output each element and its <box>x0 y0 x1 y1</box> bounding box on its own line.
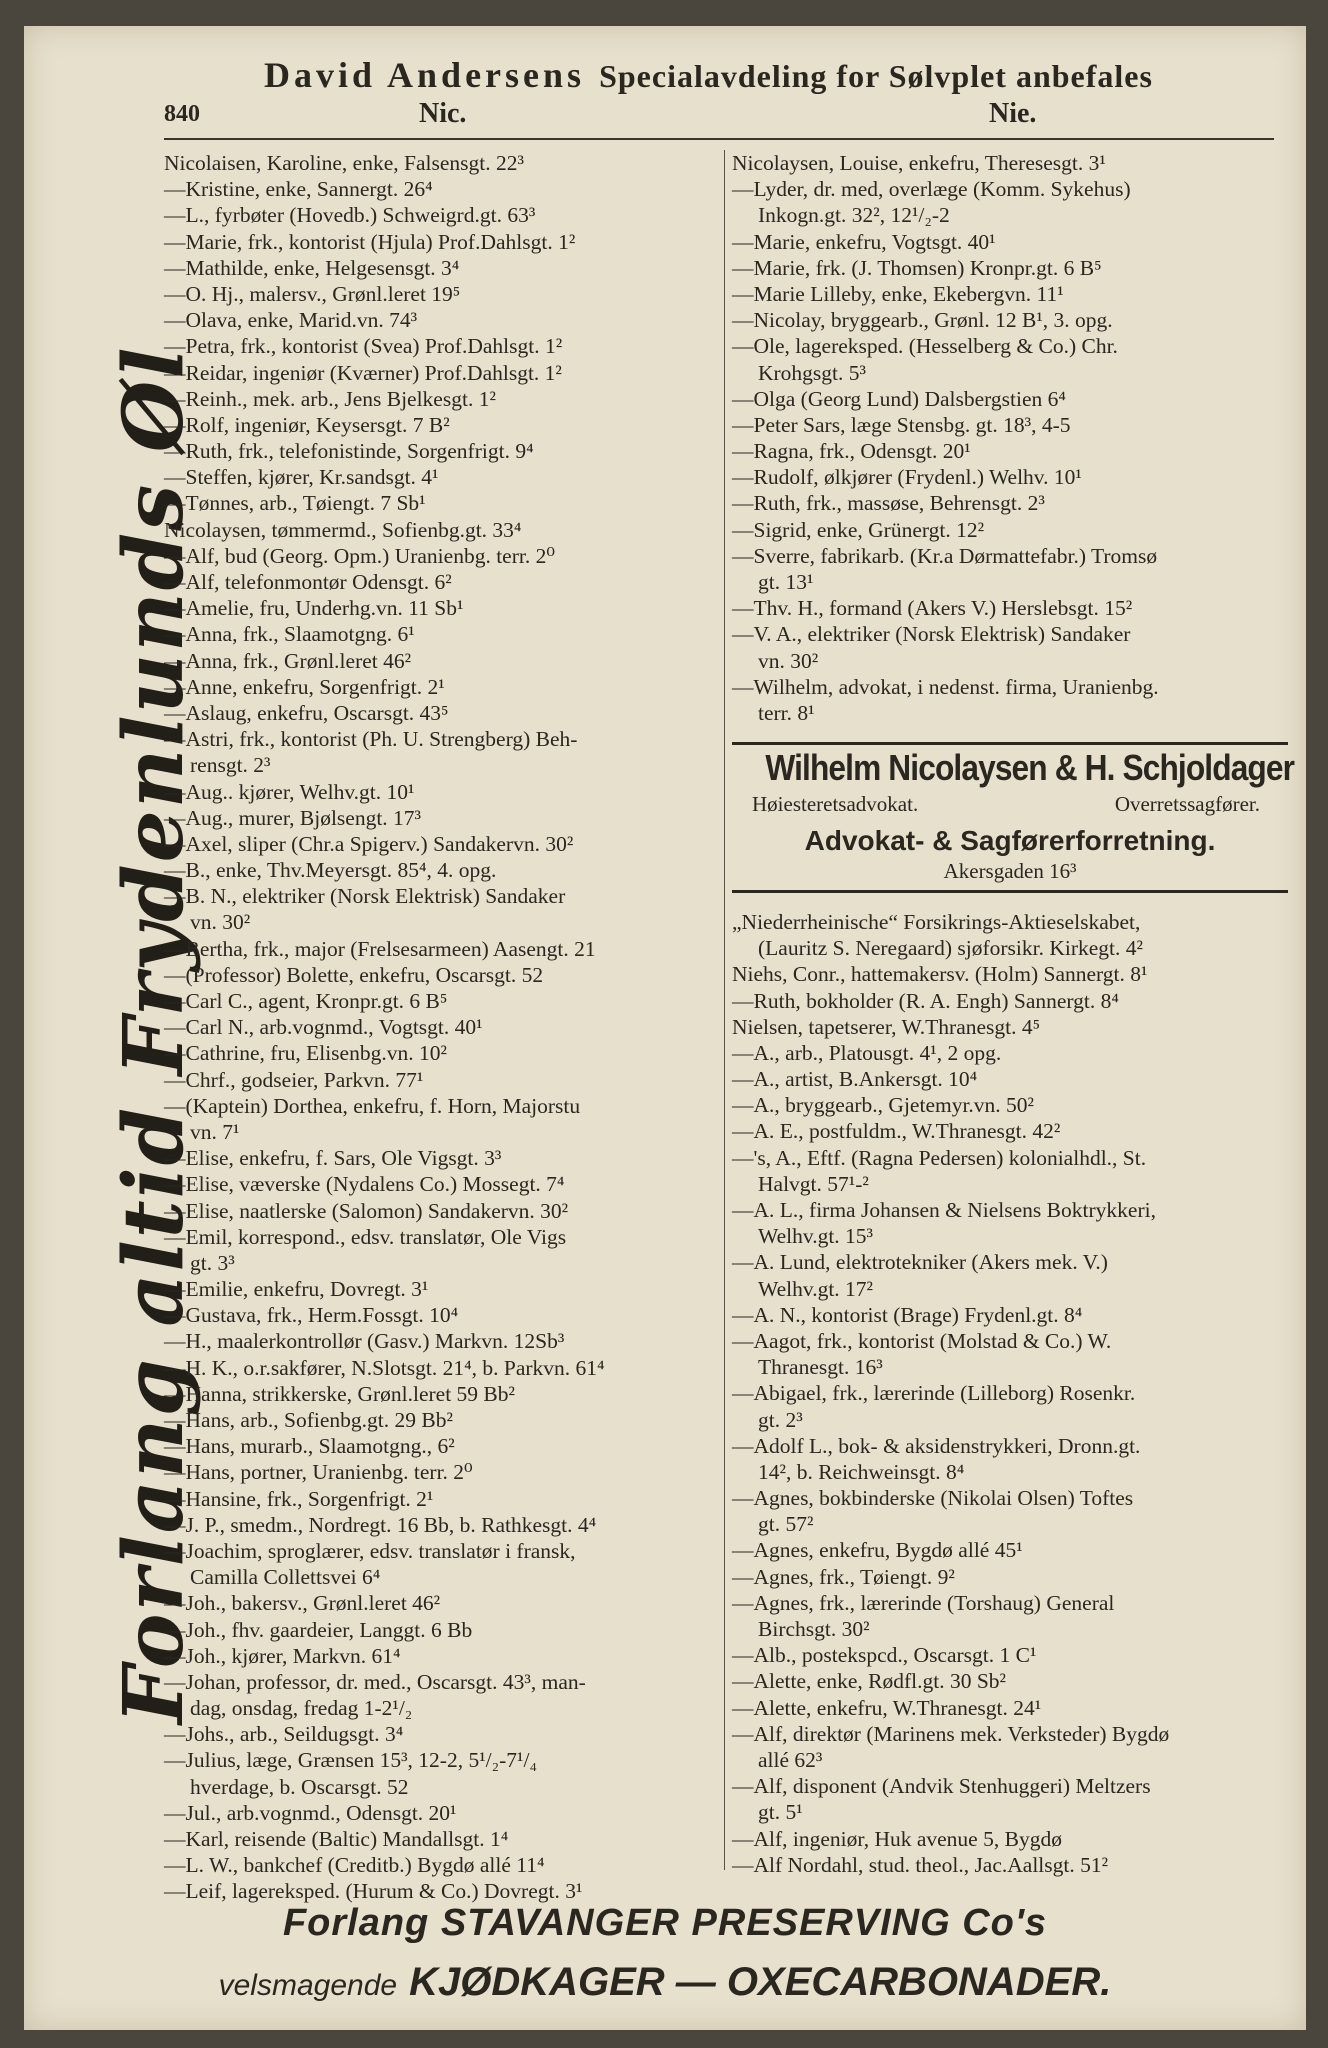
header-brand: David Andersens <box>264 55 586 95</box>
directory-entry: —Karl, reisende (Baltic) Mandallsgt. 1⁴ <box>164 1827 509 1851</box>
directory-entry: —Agnes, frk., Tøiengt. 9² <box>732 1564 955 1589</box>
directory-entry: —Olava, enke, Marid.vn. 74³ <box>164 308 418 333</box>
directory-entry: —Gustava, frk., Herm.Fossgt. 10⁴ <box>164 1303 459 1328</box>
directory-entry: —O. Hj., malersv., Grønl.leret 19⁵ <box>164 281 461 306</box>
directory-entry: —Hans, arb., Sofienbg.gt. 29 Bb² <box>164 1408 453 1432</box>
directory-entry: —(Kaptein) Dorthea, enkefru, f. Horn, Majorstu <box>164 1093 581 1118</box>
directory-entry: —Wilhelm, advokat, i nedenst. firma, Uranienbg. <box>732 674 1159 699</box>
directory-entry: —Alf, bud (Georg. Opm.) Uranienbg. terr. 2⁰ <box>164 543 555 568</box>
footer-advertisement-line2 <box>24 1960 1306 2005</box>
directory-entry: —Lyder, dr. med, overlæge (Komm. Sykehus) <box>732 177 1131 202</box>
directory-entry: —Petra, frk., kontorist (Svea) Prof.Dahlsgt. 1² <box>164 334 563 359</box>
directory-entry: Welhv.gt. 15³ <box>758 1224 873 1249</box>
directory-entry: —Hans, murarb., Slaamotgng., 6² <box>164 1434 455 1459</box>
directory-entry: Welhv.gt. 17² <box>758 1276 873 1301</box>
directory-entry: —Abigael, frk., lærerinde (Lilleborg) Rosenkr. <box>732 1381 1136 1406</box>
directory-entry: —J. P., smedm., Nordregt. 16 Bb, b. Rathkesgt. 4⁴ <box>164 1512 597 1537</box>
header-divider <box>164 138 1274 140</box>
ad-address: Akersgaden 16³ <box>943 858 1077 883</box>
directory-entry: Birchsgt. 30² <box>758 1617 870 1641</box>
directory-entry: —Tønnes, arb., Tøiengt. 7 Sb¹ <box>164 491 426 516</box>
directory-entry: —Johan, professor, dr. med., Oscarsgt. 43³, man- <box>164 1669 586 1694</box>
ad-titles <box>732 791 1288 817</box>
guide-word-right: Nie. <box>989 98 1037 129</box>
directory-entry: 14², b. Reichweinsgt. 8⁴ <box>758 1459 965 1484</box>
directory-entry: —A. E., postfuldm., W.Thranesgt. 42² <box>732 1119 1061 1144</box>
directory-entry: allé 62³ <box>758 1747 823 1772</box>
directory-entry: —Reidar, ingeniør (Kværner) Prof.Dahlsgt. 1² <box>164 360 562 385</box>
right-column-entries-bottom <box>732 909 1288 1878</box>
directory-entry: —Alette, enkefru, W.Thranesgt. 24¹ <box>732 1695 1042 1720</box>
directory-entry: —Axel, sliper (Chr.a Spigerv.) Sandakervn. 30² <box>164 831 574 856</box>
directory-entry: hverdage, b. Oscarsgt. 52 <box>190 1774 409 1799</box>
directory-entry: —Hansine, frk., Sorgenfrigt. 2¹ <box>164 1486 434 1511</box>
directory-entry: —Elise, væverske (Nydalens Co.) Mossegt. 7⁴ <box>164 1172 565 1197</box>
right-column-entries-top <box>732 150 1288 726</box>
law-firm-advertisement <box>732 726 1295 909</box>
guide-word-left: Nic. <box>419 98 467 129</box>
directory-entry: vn. 30² <box>758 648 819 673</box>
directory-entry: (Lauritz S. Neregaard) sjøforsikr. Kirkegt. 4² <box>758 936 1143 961</box>
directory-entry: —Marie, enkefru, Vogtsgt. 40¹ <box>732 229 996 254</box>
directory-entry: vn. 7¹ <box>190 1119 240 1144</box>
directory-entry: —Bertha, frk., major (Frelsesarmeen) Aasengt. 21 <box>164 936 596 961</box>
directory-entry: —Joh., bakersv., Grønl.leret 46² <box>164 1591 441 1616</box>
directory-entry: —Elise, naatlerske (Salomon) Sandakervn. 30² <box>164 1198 569 1223</box>
left-column-entries <box>164 150 730 1905</box>
right-column <box>724 150 1295 1878</box>
vertical-advertisement: Forlang altid Frydenlunds Øl <box>106 345 202 1724</box>
directory-entry: —Alf, direktør (Marinens mek. Verksteder) Bygdø <box>732 1721 1170 1746</box>
directory-entry: —Emil, korrespond., edsv. translatør, Ole Vigs <box>164 1224 567 1249</box>
page-number: 840 <box>164 101 200 127</box>
directory-entry: —Hans, portner, Uranienbg. terr. 2⁰ <box>164 1460 473 1485</box>
directory-entry: Krohgsgt. 5³ <box>758 360 866 385</box>
directory-entry: —Marie Lilleby, enke, Ekebergvn. 11¹ <box>732 281 1064 306</box>
directory-entry: —Nicolay, bryggearb., Grønl. 12 B¹, 3. opg. <box>732 308 1113 333</box>
directory-entry: —L., fyrbøter (Hovedb.) Schweigrd.gt. 63³ <box>164 203 536 228</box>
directory-entry: —Anna, frk., Slaamotgng. 6¹ <box>164 622 415 647</box>
directory-entry: —Elise, enkefru, f. Sars, Ole Vigsgt. 3³ <box>164 1146 502 1171</box>
directory-entry: rensgt. 2³ <box>190 753 271 778</box>
directory-entry: gt. 13¹ <box>758 570 814 594</box>
directory-entry: —Chrf., godseier, Parkvn. 77¹ <box>164 1067 424 1092</box>
directory-entry: —A., arb., Platousgt. 4¹, 2 opg. <box>732 1040 1002 1065</box>
directory-entry: —Sverre, fabrikarb. (Kr.a Dørmattefabr.) Tromsø <box>732 543 1158 568</box>
directory-entry: —Agnes, enkefru, Bygdø allé 45¹ <box>732 1538 1023 1563</box>
directory-entry: —Amelie, fru, Underhg.vn. 11 Sb¹ <box>164 596 464 621</box>
directory-entry: —Aagot, frk., kontorist (Molstad & Co.) W. <box>732 1328 1112 1353</box>
directory-entry: —Rudolf, ølkjører (Frydenl.) Welhv. 10¹ <box>732 465 1082 490</box>
directory-entry: —Mathilde, enke, Helgesensgt. 3⁴ <box>164 255 460 280</box>
directory-entry: —Joh., kjører, Markvn. 61⁴ <box>164 1643 401 1668</box>
directory-entry: —Alf Nordahl, stud. theol., Jac.Aallsgt. 51² <box>732 1852 1109 1877</box>
directory-entry: —Rolf, ingeniør, Keysersgt. 7 B² <box>164 412 450 437</box>
directory-entry: Halvgt. 57¹-² <box>758 1171 869 1196</box>
directory-entry: —H., maalerkontrollør (Gasv.) Markvn. 12Sb³ <box>164 1329 565 1354</box>
header-brand-tagline: Specialavdeling for Sølvplet anbefales <box>599 58 1153 94</box>
directory-entry: —Kristine, enke, Sannergt. 26⁴ <box>164 177 433 202</box>
directory-entry: Nicolaisen, Karoline, enke, Falsensgt. 22³ <box>164 151 524 175</box>
directory-entry: —Jul., arb.vognmd., Odensgt. 20¹ <box>164 1800 457 1825</box>
directory-entry: —Peter Sars, læge Stensbg. gt. 18³, 4-5 <box>732 412 1071 437</box>
directory-entry: —Ole, lagereksped. (Hesselberg & Co.) Chr. <box>732 334 1118 359</box>
directory-entry: —Leif, lagereksped. (Hurum & Co.) Dovregt. 3¹ <box>164 1879 583 1904</box>
directory-entry: —A. Lund, elektrotekniker (Akers mek. V.) <box>732 1250 1108 1275</box>
directory-entry: gt. 5¹ <box>758 1800 803 1825</box>
directory-entry: gt. 2³ <box>758 1407 803 1432</box>
directory-entry: —Sigrid, enke, Grünergt. 12² <box>732 517 985 542</box>
directory-entry: —Steffen, kjører, Kr.sandsgt. 4¹ <box>164 465 439 490</box>
directory-entry: —Alf, telefonmontør Odensgt. 6² <box>164 570 452 594</box>
directory-entry: —Marie, frk. (J. Thomsen) Kronpr.gt. 6 B⁵ <box>732 255 1102 280</box>
directory-entry: —Ruth, frk., massøse, Behrensgt. 2³ <box>732 491 1045 516</box>
directory-entry: —Agnes, frk., lærerinde (Torshaug) General <box>732 1590 1115 1615</box>
directory-entry: „Niederrheinische“ Forsikrings-Aktieselskabet, <box>732 909 1141 934</box>
footer-advertisement-line1: Forlang STAVANGER PRESERVING Co's <box>282 1902 1048 1944</box>
footer-small-text: velsmagende <box>218 1969 398 2002</box>
directory-entry: —Anne, enkefru, Sorgenfrigt. 2¹ <box>164 674 445 699</box>
ad-title-left: Høiesteretsadvokat. <box>752 792 919 817</box>
directory-entry: —B. N., elektriker (Norsk Elektrisk) Sandaker <box>164 884 566 909</box>
directory-entry: —'s, A., Eftf. (Ragna Pedersen) kolonialhdl., St. <box>732 1145 1147 1170</box>
ad-top-rule <box>732 742 1288 745</box>
directory-entry: Inkogn.gt. 32², 12¹/₂-2 <box>758 203 950 228</box>
directory-entry: —Ragna, frk., Odensgt. 20¹ <box>732 439 971 464</box>
footer-big-text: KJØDKAGER — OXECARBONADER. <box>409 1960 1112 2004</box>
directory-entry: Nicolaysen, tømmermd., Sofienbg.gt. 33⁴ <box>164 517 522 542</box>
left-column <box>164 150 730 1905</box>
directory-entry: —Joachim, sproglærer, edsv. translatør i fransk, <box>164 1538 576 1563</box>
header-advertisement <box>264 54 1153 96</box>
directory-entry: —(Professor) Bolette, enkefru, Oscarsgt. 52 <box>164 962 544 987</box>
directory-entry: gt. 3³ <box>190 1250 235 1275</box>
directory-entry: —Carl N., arb.vognmd., Vogtsgt. 40¹ <box>164 1015 483 1040</box>
directory-entry: —Alb., postekspcd., Oscarsgt. 1 C¹ <box>732 1643 1037 1668</box>
directory-entry: —Johs., arb., Seildugsgt. 3⁴ <box>164 1722 404 1747</box>
directory-entry: —Alette, enke, Rødfl.gt. 30 Sb² <box>732 1669 1006 1694</box>
directory-entry: —Olga (Georg Lund) Dalsbergstien 6⁴ <box>732 386 1066 411</box>
directory-entry: —Joh., fhv. gaardeier, Langgt. 6 Bb <box>164 1617 473 1642</box>
directory-entry: —A. N., kontorist (Brage) Frydenl.gt. 8⁴ <box>732 1302 1083 1327</box>
directory-entry: terr. 8¹ <box>758 700 815 725</box>
directory-entry: —Reinh., mek. arb., Jens Bjelkesgt. 1² <box>164 386 496 411</box>
directory-entry: Niehs, Conr., hattemakersv. (Holm) Sannergt. 8¹ <box>732 962 1148 987</box>
directory-entry: —Julius, læge, Grænsen 15³, 12-2, 5¹/₂-7¹/₄ <box>164 1748 537 1773</box>
directory-entry: —V. A., elektriker (Norsk Elektrisk) Sandaker <box>732 622 1131 647</box>
directory-entry: gt. 57² <box>758 1512 814 1537</box>
directory-entry: —Alf, disponent (Andvik Stenhuggeri) Meltzers <box>732 1774 1151 1799</box>
ad-firm-type: Advokat- & Sagførerforretning. <box>804 824 1216 856</box>
ad-firm-names: Wilhelm Nicolaysen & H. Schjoldager <box>765 747 1295 789</box>
directory-entry: —Carl C., agent, Kronpr.gt. 6 B⁵ <box>164 989 448 1013</box>
directory-entry: —Aslaug, enkefru, Oscarsgt. 43⁵ <box>164 700 449 725</box>
directory-entry: —Agnes, bokbinderske (Nikolai Olsen) Toftes <box>732 1486 1134 1511</box>
directory-entry: vn. 30² <box>190 910 251 935</box>
directory-entry: —A., artist, B.Ankersgt. 10⁴ <box>732 1067 978 1092</box>
directory-entry: —Emilie, enkefru, Dovregt. 3¹ <box>164 1277 429 1302</box>
directory-entry: —Aug.. kjører, Welhv.gt. 10¹ <box>164 779 415 804</box>
directory-entry: —Hanna, strikkerske, Grønl.leret 59 Bb² <box>164 1381 515 1406</box>
directory-entry: Nicolaysen, Louise, enkefru, Theresesgt. 3¹ <box>732 151 1106 175</box>
directory-entry: —Ruth, bokholder (R. A. Engh) Sannergt. 8⁴ <box>732 988 1119 1013</box>
directory-entry: —Thv. H., formand (Akers V.) Herslebsgt. 15² <box>732 596 1133 621</box>
directory-entry: —Anna, frk., Grønl.leret 46² <box>164 648 412 673</box>
directory-entry: —B., enke, Thv.Meyersgt. 85⁴, 4. opg. <box>164 858 497 883</box>
directory-page <box>24 26 1306 2030</box>
directory-entry: —Cathrine, fru, Elisenbg.vn. 10² <box>164 1041 447 1066</box>
directory-entry: —Alf, ingeniør, Huk avenue 5, Bygdø <box>732 1826 1062 1851</box>
directory-entry: —Astri, frk., kontorist (Ph. U. Strengberg) Beh- <box>164 727 578 752</box>
directory-entry: Thranesgt. 16³ <box>758 1355 883 1380</box>
ad-title-right: Overretssagfører. <box>1114 792 1260 817</box>
ad-bottom-rule <box>732 890 1288 893</box>
directory-entry: —H. K., o.r.sakfører, N.Slotsgt. 21⁴, b. Parkvn. 61⁴ <box>164 1355 605 1380</box>
directory-entry: —Ruth, frk., telefonistinde, Sorgenfrigt. 9⁴ <box>164 439 534 464</box>
directory-entry: —Adolf L., bok- & aksidenstrykkeri, Dronn.gt. <box>732 1433 1141 1458</box>
directory-entry: —A., bryggearb., Gjetemyr.vn. 50² <box>732 1093 1035 1118</box>
directory-entry: —L. W., bankchef (Creditb.) Bygdø allé 11⁴ <box>164 1853 545 1878</box>
directory-entry: —Marie, frk., kontorist (Hjula) Prof.Dahlsgt. 1² <box>164 229 576 254</box>
directory-entry: Camilla Collettsvei 6⁴ <box>190 1565 381 1590</box>
directory-entry: Nielsen, tapetserer, W.Thranesgt. 4⁵ <box>732 1014 1041 1039</box>
directory-entry: —Aug., murer, Bjølsengt. 17³ <box>164 805 421 830</box>
directory-entry: dag, onsdag, fredag 1-2¹/₂ <box>190 1696 413 1721</box>
directory-entry: —A. L., firma Johansen & Nielsens Boktrykkeri, <box>732 1198 1156 1222</box>
